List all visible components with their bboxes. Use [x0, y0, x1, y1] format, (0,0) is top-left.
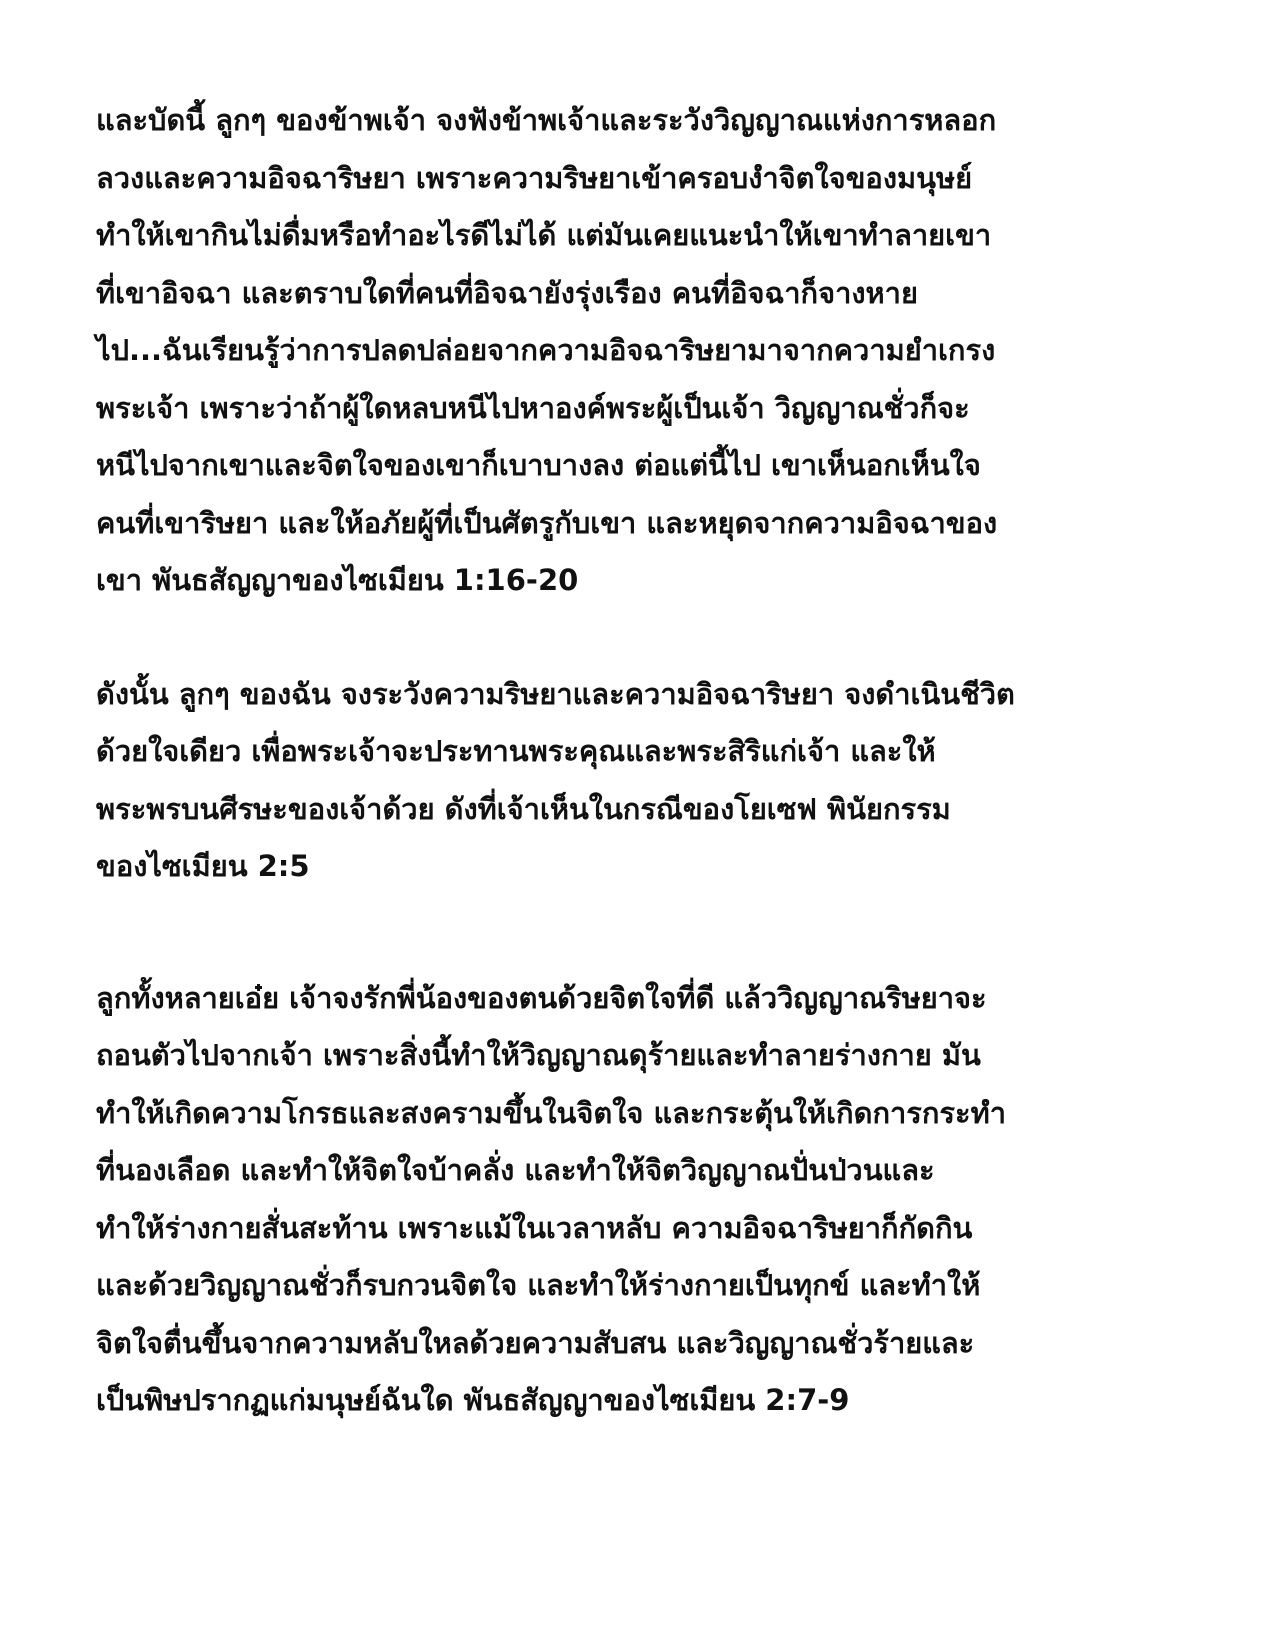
paragraph-line: พระพรบนศีรษะของเจ้าด้วย ดังที่เจ้าเห็นในกรณีของโยเซฟ พินัยกรรม — [96, 791, 951, 826]
paragraph-2 — [96, 666, 1206, 896]
paragraph-line: ถอนตัวไปจากเจ้า เพราะสิ่งนี้ทำให้วิญญาณดุร้ายและทำลายร่างกาย มัน — [96, 1038, 981, 1072]
paragraph-1 — [96, 92, 1206, 610]
paragraph-line: ด้วยใจเดียว เพื่อพระเจ้าจะประทานพระคุณและพระสิริแก่เจ้า และให้ — [96, 734, 936, 768]
paragraph-3 — [96, 970, 1206, 1430]
paragraph-line: พระเจ้า เพราะว่าถ้าผู้ใดหลบหนีไปหาองค์พระผู้เป็นเจ้า วิญญาณชั่วก็จะ — [96, 390, 970, 425]
paragraph-line: ที่เขาอิจฉา และตราบใดที่คนที่อิจฉายังรุ่งเรือง คนที่อิจฉาก็จางหาย — [96, 275, 918, 310]
paragraph-line: ของไซเมียน 2:5 — [96, 849, 310, 883]
paragraph-line: หนีไปจากเขาและจิตใจของเขาก็เบาบางลง ต่อแต่นี้ไป เขาเห็นอกเห็นใจ — [96, 448, 981, 482]
paragraph-line: ที่นองเลือด และทำให้จิตใจบ้าคลั่ง และทำให้จิตวิญญาณปั่นป่วนและ — [96, 1153, 935, 1187]
paragraph-line: ทำให้เกิดความโกรธและสงครามขึ้นในจิตใจ และกระตุ้นให้เกิดการกระทำ — [96, 1095, 1006, 1130]
paragraph-line: ไป...ฉันเรียนรู้ว่าการปลดปล่อยจากความอิจฉาริษยามาจากความยำเกรง — [96, 333, 996, 367]
paragraph-line: เขา พันธสัญญาของไซเมียน 1:16-20 — [96, 563, 579, 597]
paragraph-line: และด้วยวิญญาณชั่วก็รบกวนจิตใจ และทำให้ร่างกายเป็นทุกข์ และทำให้ — [96, 1268, 981, 1302]
paragraph-line: คนที่เขาริษยา และให้อภัยผู้ที่เป็นศัตรูกับเขา และหยุดจากความอิจฉาของ — [96, 505, 998, 540]
paragraph-line: จิตใจตื่นขึ้นจากความหลับใหลด้วยความสับสน และวิญญาณชั่วร้ายและ — [96, 1325, 975, 1360]
paragraph-line: เป็นพิษปรากฏแก่มนุษย์ฉันใด พันธสัญญาของไซเมียน 2:7-9 — [96, 1383, 850, 1417]
paragraph-line: ทำให้เขากินไม่ดื่มหรือทำอะไรดีไม่ได้ แต่มันเคยแนะนำให้เขาทำลายเขา — [96, 218, 992, 252]
paragraph-line: ลูกทั้งหลายเอ๋ย เจ้าจงรักพี่น้องของตนด้วยจิตใจที่ดี แล้ววิญญาณริษยาจะ — [96, 980, 987, 1015]
document-page — [96, 92, 1206, 1430]
paragraph-line: ดังนั้น ลูกๆ ของฉัน จงระวังความริษยาและความอิจฉาริษยา จงดำเนินชีวิต — [96, 676, 1015, 711]
paragraph-line: และบัดนี้ ลูกๆ ของข้าพเจ้า จงฟังข้าพเจ้าและระวังวิญญาณแห่งการหลอก — [96, 103, 997, 137]
paragraph-line: ทำให้ร่างกายสั่นสะท้าน เพราะแม้ในเวลาหลับ ความอิจฉาริษยาก็กัดกิน — [96, 1210, 973, 1245]
paragraph-line: ลวงและความอิจฉาริษยา เพราะความริษยาเข้าครอบงำจิตใจของมนุษย์ — [96, 160, 973, 195]
